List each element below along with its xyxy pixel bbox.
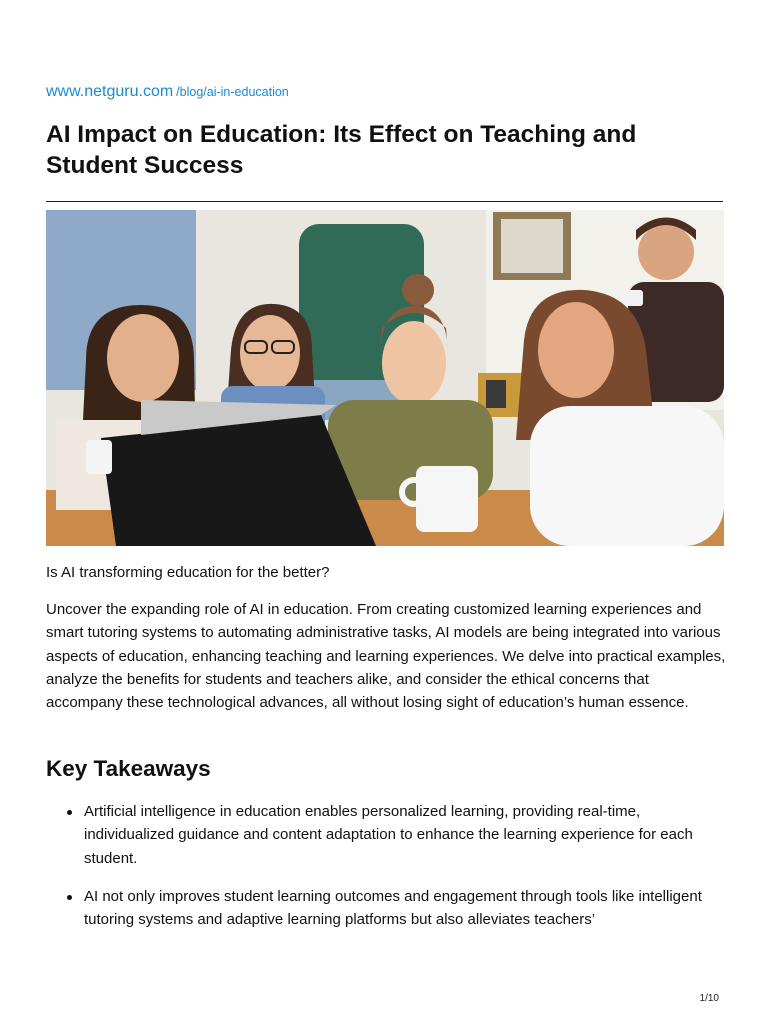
page-number: 1/10: [699, 993, 719, 1004]
title-divider: [46, 201, 723, 202]
hero-photo: [46, 210, 724, 546]
takeaway-text: AI not only improves student learning outcomes and engagement through tools like intelligent tutoring systems and adaptive learning platforms but also alleviates teachers’: [84, 887, 702, 929]
intro-paragraph: Uncover the expanding role of AI in education. From creating customized learning experiences and smart tutoring systems to automating administrative tasks, AI models are being integrated into various aspects of education, enhancing teaching and learning experiences. We delve into practical examples, analyze the benefits for students and teachers alike, and consider the ethical concerns that accompany these technological advances, all without losing sight of education’s human essence.: [46, 601, 726, 712]
takeaways-list: [46, 800, 726, 946]
source-url: [46, 83, 289, 101]
takeaway-text: Artificial intelligence in education enables personalized learning, providing real-time, individualized guidance and content adaptation to enhance the learning experience for each student.: [84, 803, 693, 867]
bullet-icon: [67, 895, 72, 900]
list-item: [46, 800, 726, 870]
lead-question: Is AI transforming education for the better?: [46, 564, 330, 581]
bullet-icon: [67, 810, 72, 815]
site-domain: www.netguru.com: [46, 83, 174, 100]
article-path-link[interactable]: [173, 83, 289, 100]
list-item: [46, 885, 726, 932]
article-path: /blog/ai-in-education: [176, 85, 289, 99]
article-title: AI Impact on Education: Its Effect on Teaching and Student Success: [46, 121, 637, 179]
key-takeaways-heading: Key Takeaways: [46, 756, 211, 781]
site-domain-link[interactable]: [46, 83, 173, 100]
